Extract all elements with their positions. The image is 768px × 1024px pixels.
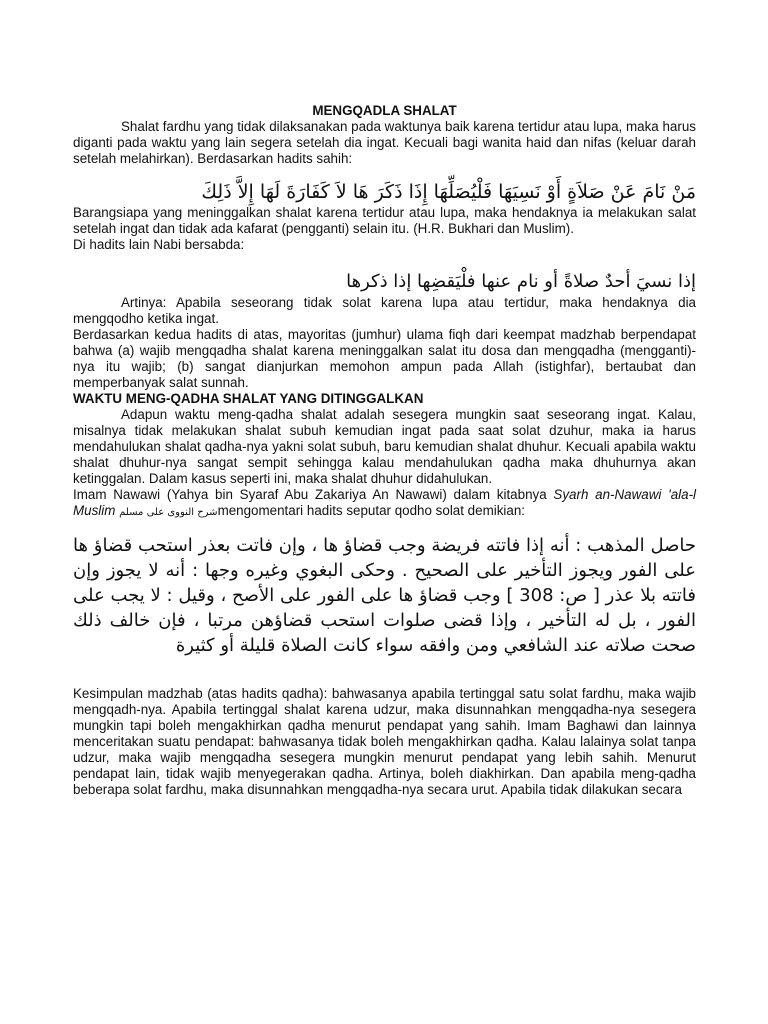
jumhur-paragraph: Berdasarkan kedua hadits di atas, mayoritas (jumhur) ulama fiqh dari keempat madzhab berpendapat bahwa (a) wajib mengqadha shalat karena meninggalkan salat itu dosa dan mengqadha (mengganti)-nya itu wajib; (b) sangat dianjurkan memohon ampun pada Allah (istighfar), bertaubat dan memperbanyak salat sunnah.: [73, 327, 696, 390]
nawawi-paragraph: [73, 487, 696, 521]
section-heading: WAKTU MENG-QADHA SHALAT YANG DITINGGALKAN: [73, 391, 424, 406]
book-title: Syarh an-Nawawi 'ala-l Muslim: [73, 487, 697, 518]
document-title: MENGQADLA SHALAT: [312, 103, 457, 118]
arabic-nawawi-quote: حاصل المذهب : أنه إذا فاتته فريضة وجب قضاؤ ها ، وإن فاتت بعذر استحب قضاؤ ها على الفور ويجوز التأخير على الصحيح . وحكى البغوي وغيره وجها : أنه لا يجوز وإن فاتته بلا عذر [ ص: 308 ] وجب قضاؤ ها على الفور على الأصح ، وقيل : لا يجب على الفور ، بل له التأخير ، وإذا قضى صلوات استحب قضاؤهن مرتبا ، فإن خالف ذلك صحت صلاته عند الشافعي ومن وافقه سواء كانت الصلاة قليلة أو كثيرة: [73, 535, 696, 656]
nawawi-suffix: mengomentari hadits seputar qodho solat demikian:: [217, 503, 525, 518]
conclusion-paragraph: Kesimpulan madzhab (atas hadits qadha): bahwasanya apabila tertinggal satu solat fardhu, maka wajib mengqadh-nya. Apabila tertinggal shalat karena udzur, maka disunnahkan mengqadha-nya sesegera mungkin tapi boleh mengakhirkan qadha menurut pendapat yang sahih. Imam Baghawi dan lainnya menceritakan suatu pendapat: bahwasanya tidak boleh mengakhirkan qadha. Kalau lalainya solat tanpa udzur, maka wajib mengqadha sesegera mungkin menurut pendapat yang lebih sahih. Menurut pendapat lain, tidak wajib menyegerakan qadha. Artinya, boleh diakhirkan. Dan apabila meng-qadha beberapa solat fardhu, maka disunnahkan mengqadha-nya secara urut. Apabila tidak dilakukan secara: [73, 686, 696, 797]
document-body: [73, 103, 696, 798]
nawawi-prefix: Imam Nawawi (Yahya bin Syaraf Abu Zakariya An Nawawi) dalam kitabnya: [73, 487, 554, 502]
book-title-arabic: شرح النووى على مسلم: [119, 507, 218, 518]
qadha-time-paragraph: Adapun waktu meng-qadha shalat adalah sesegera mungkin saat seseorang ingat. Kalau, misalnya tidak melakukan shalat subuh kemudian ingat pada saat solat dzuhur, maka ia harus mendahulukan shalat qadha-nya yakni solat subuh, baru kemudian shalat dhuhur. Kecuali apabila waktu shalat dhuhur-nya sangat sempit sehingga kalau mendahulukan qadha maka dhuhurnya akan ketinggalan. Dalam kasus seperti ini, maka shalat dhuhur didahulukan.: [73, 407, 696, 486]
arabic-hadith-2: إذا نسيَ أحدٌ صلاةً أو نام عنها فلْيَقضِها إذا ذكرها: [346, 271, 696, 292]
arabic-hadith-1: مَنْ نَامَ عَنْ صَلاَةٍ أَوْ نَسِيَهَا فَلْيُصَلِّهَا إِذَا ذَكَرَ هَا لاَ كَفَارَةَ لَهَا إِلاَّ ذَلِكَ: [201, 181, 696, 203]
hadith-2-translation: Artinya: Apabila seseorang tidak solat karena lupa atau tertidur, maka hendaknya dia mengqodho ketika ingat.: [73, 295, 696, 326]
hadith-1-translation: Barangsiapa yang meninggalkan shalat karena tertidur atau lupa, maka hendaknya ia melakukan salat setelah ingat dan tidak ada kafarat (pengganti) selain itu. (H.R. Bukhari dan Muslim).: [73, 205, 696, 236]
intro-paragraph: Shalat fardhu yang tidak dilaksanakan pada waktunya baik karena tertidur atau lupa, maka harus diganti pada waktu yang lain segera setelah dia ingat. Kecuali bagi wanita haid dan nifas (keluar darah setelah melahirkan). Berdasarkan hadits sahih:: [73, 119, 696, 166]
other-hadith-intro: Di hadits lain Nabi bersabda:: [73, 237, 245, 252]
